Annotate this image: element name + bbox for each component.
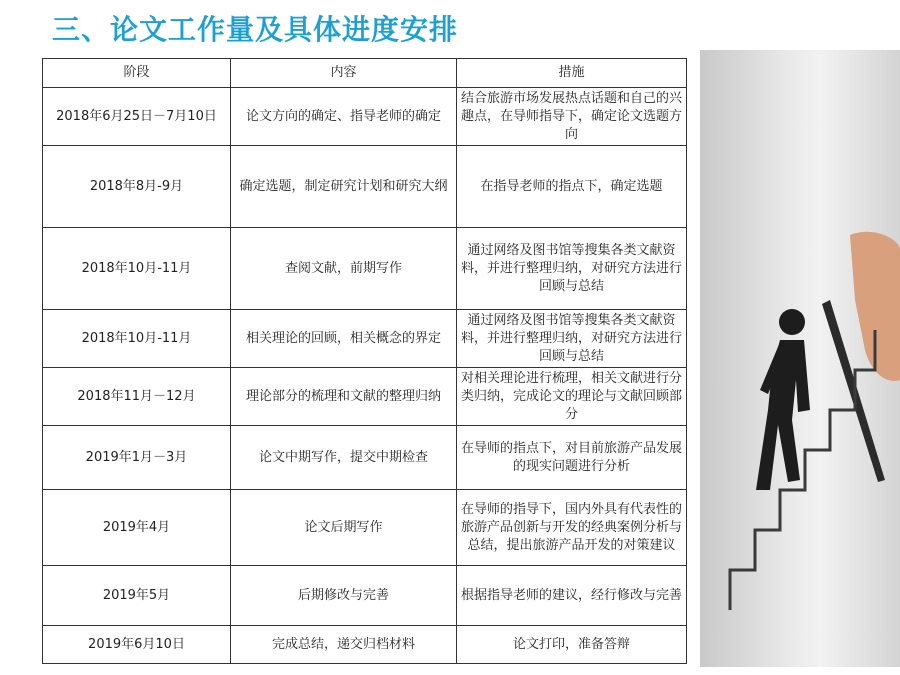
content-cell: 完成总结，递交归档材料 [231, 626, 457, 664]
content-cell: 查阅文献，前期写作 [231, 228, 457, 310]
period-cell: 2019年6月10日 [43, 626, 231, 664]
page-title: 三、论文工作量及具体进度安排 [52, 13, 459, 46]
table-row [43, 146, 687, 228]
measures-cell: 论文打印，准备答辩 [457, 626, 687, 664]
measures-cell: 在指导老师的指点下，确定选题 [457, 146, 687, 228]
content-cell: 确定选题，制定研究计划和研究大纲 [231, 146, 457, 228]
measures-cell: 在导师的指点下，对目前旅游产品发展的现实问题进行分析 [457, 426, 687, 490]
measures-cell: 通过网络及图书馆等搜集各类文献资料，并进行整理归纳，对研究方法进行回顾与总结 [457, 228, 687, 310]
table-row [43, 566, 687, 626]
figure-head [779, 309, 805, 335]
measures-cell: 通过网络及图书馆等搜集各类文献资料，并进行整理归纳，对研究方法进行回顾与总结 [457, 310, 687, 368]
period-cell: 2018年11月－12月 [43, 368, 231, 426]
schedule-table [42, 58, 687, 664]
header-period: 阶段 [43, 59, 231, 88]
content-cell: 理论部分的梳理和文献的整理归纳 [231, 368, 457, 426]
table-row [43, 490, 687, 566]
content-cell: 相关理论的回顾，相关概念的界定 [231, 310, 457, 368]
measures-cell: 对相关理论进行梳理，相关文献进行分类归纳，完成论文的理论与文献回顾部分 [457, 368, 687, 426]
table-row [43, 228, 687, 310]
table-row [43, 368, 687, 426]
stairs-illustration [700, 50, 900, 667]
content-cell: 论文方向的确定、指导老师的确定 [231, 88, 457, 146]
header-content: 内容 [231, 59, 457, 88]
content-cell: 后期修改与完善 [231, 566, 457, 626]
measures-cell: 在导师的指导下，国内外具有代表性的旅游产品创新与开发的经典案例分析与总结，提出旅游产品开发的对策建议 [457, 490, 687, 566]
period-cell: 2019年5月 [43, 566, 231, 626]
period-cell: 2018年10月-11月 [43, 310, 231, 368]
table-header-row [43, 59, 687, 88]
period-cell: 2018年6月25日－7月10日 [43, 88, 231, 146]
measures-cell: 根据指导老师的建议，经行修改与完善 [457, 566, 687, 626]
table-row [43, 310, 687, 368]
period-cell: 2019年1月－3月 [43, 426, 231, 490]
climbing-figure-icon [756, 340, 810, 490]
period-cell: 2019年4月 [43, 490, 231, 566]
table-row [43, 626, 687, 664]
measures-cell: 结合旅游市场发展热点话题和自己的兴趣点，在导师指导下，确定论文选题方向 [457, 88, 687, 146]
table-row [43, 88, 687, 146]
table-row [43, 426, 687, 490]
period-cell: 2018年8月-9月 [43, 146, 231, 228]
header-measures: 措施 [457, 59, 687, 88]
stairs-illustration-drawing [700, 50, 900, 667]
period-cell: 2018年10月-11月 [43, 228, 231, 310]
content-cell: 论文中期写作，提交中期检查 [231, 426, 457, 490]
content-cell: 论文后期写作 [231, 490, 457, 566]
